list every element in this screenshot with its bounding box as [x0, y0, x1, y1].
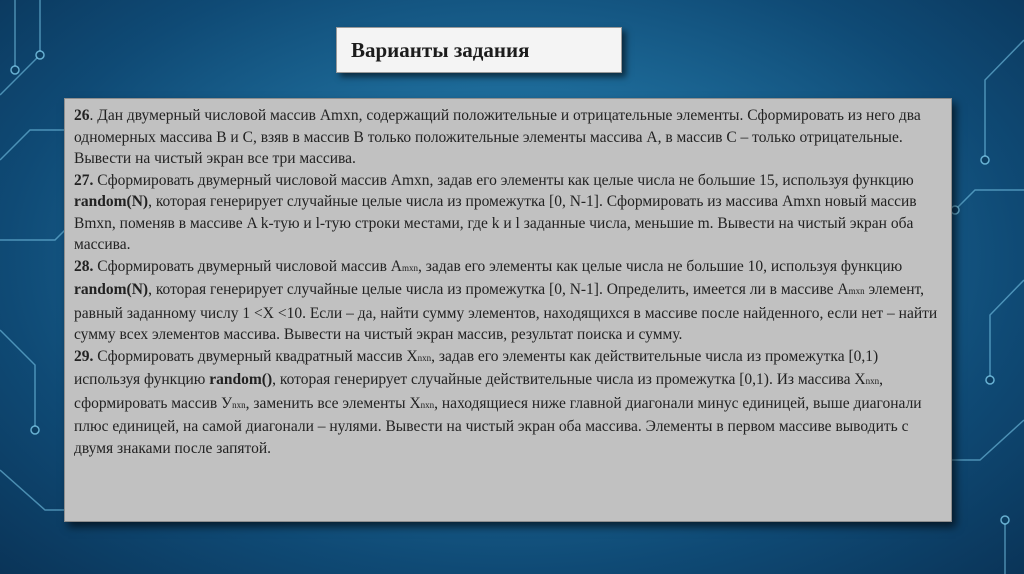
slide-title: Варианты задания: [351, 37, 530, 62]
task-number: 29.: [74, 347, 94, 365]
subscript: mxn: [401, 262, 418, 273]
task-number: 27.: [74, 171, 94, 189]
function-name: random(N): [74, 193, 149, 210]
task-27: [74, 170, 941, 256]
function-name: random(N): [74, 281, 149, 298]
task-26: [74, 105, 941, 170]
subscript: nxn: [417, 352, 432, 363]
task-number: 28.: [74, 257, 94, 275]
task-text: , задав его элементы как действительные числа из промежутка [0,1) используя функцию: [74, 347, 879, 388]
task-text: , которая генерирует случайные целые числа из промежутка [0, N-1]. Сформировать из массива Amxn новый массив Bmxn, поменяв в массиве A k-тую и l-тую строки местами, где k и l заданные числа, меньшие m. Вывести на чистый экран оба массива.: [74, 193, 917, 253]
subscript: nxn: [865, 376, 880, 386]
task-text: , которая генерирует случайные целые числа из промежутка [0, N-1]. Определить, имеется ли в массиве A: [148, 281, 849, 298]
subscript: nxn: [420, 399, 435, 410]
function-name: random(): [209, 371, 273, 388]
task-text: , задав его элементы как целые числа не большие 10, используя функцию: [417, 257, 903, 275]
task-text: . Дан двумерный числовой массив Amxn, содержащий положительные и отрицательные элементы. Сформировать из него два одномерных массива B и C, взяв в массив B только положительные элементы массива A, в массив C – только отрицательные. Вывести на чистый экран все три массива.: [74, 107, 921, 167]
task-number: 26: [74, 107, 90, 124]
slide-title-box: [336, 27, 622, 73]
task-28: [74, 256, 941, 346]
task-text: , сформировать массив У: [74, 371, 883, 412]
tasks-panel: [64, 98, 952, 522]
task-29: [74, 346, 941, 460]
subscript: nxn: [232, 399, 246, 410]
task-text: Сформировать двумерный квадратный массив X: [93, 347, 418, 365]
task-text: элемент, равный заданному числу 1 <X <10. Если – да, найти сумму элементов, находящихся в массиве после найденного, если нет – найти сумму всех элементов массива. Вывести на чистый экран массив, результат поиска и сумму.: [74, 281, 938, 343]
task-text: Сформировать двумерный числовой массив A: [93, 257, 402, 275]
task-text: , находящиеся ниже главной диагонали минус единицей, выше диагонали плюс единицей, на самой диагонали – нулями. Вывести на чистый экран оба массива. Элементы в первом массиве выводить с двумя знаками после запятой.: [74, 394, 922, 457]
task-text: , заменить все элементы X: [245, 394, 421, 412]
task-text: , которая генерирует случайные действительные числа из промежутка [0,1). Из массива X: [272, 371, 866, 388]
task-text: Сформировать двумерный числовой массив Amxn, задав его элементы как целые числа не большие 15, используя функцию: [93, 171, 914, 189]
subscript: mxn: [848, 286, 865, 296]
